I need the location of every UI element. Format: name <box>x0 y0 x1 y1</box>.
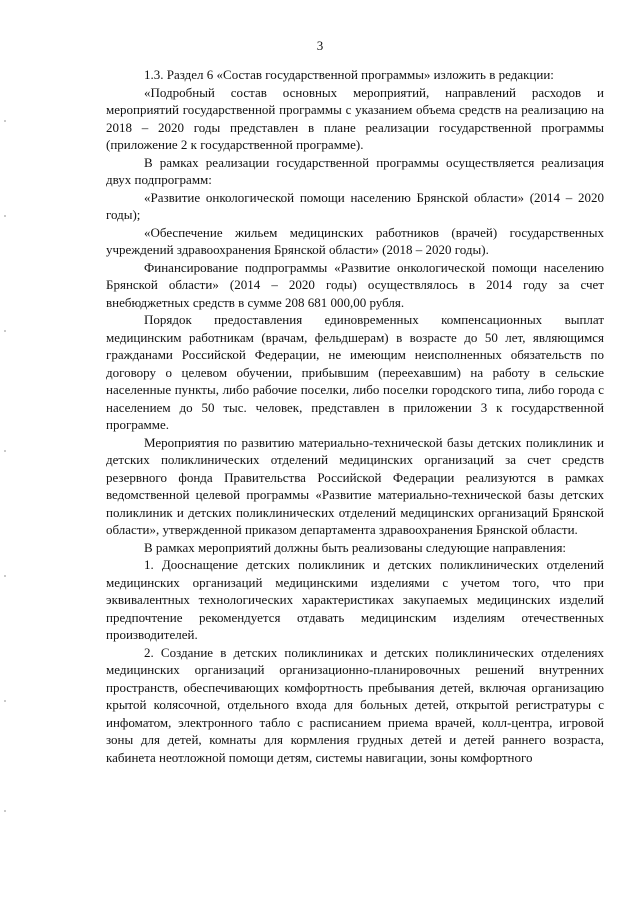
paragraph-subprograms-intro: В рамках реализации государственной программы осуществляется реализация двух подпрограмм: <box>106 154 604 187</box>
paragraph-direction-2: 2. Создание в детских поликлиниках и детских поликлинических отделениях медицинских организаций организационно-планировочных решений внутренних пространств, обеспечивающих комфортность пребывания детей, включая организацию крытой колясочной, отдельного входа для больных детей, открытой регистратуры с инфоматом, электронного табло с расписанием приема врачей, колл-центра, игровой зоны для детей, комнаты для кормления грудных детей и детей раннего возраста, кабинета неотложной помощи детям, системы навигации, зоны комфортного <box>106 644 604 765</box>
paragraph-composition: «Подробный состав основных мероприятий, направлений расходов и мероприятий государственной программы с указанием объема средств на реализацию на 2018 – 2020 годы представлен в плане реализации государственной программы (приложение 2 к государственной программе). <box>106 84 604 152</box>
scan-edge-marks <box>4 120 7 820</box>
paragraph-financing: Финансирование подпрограммы «Развитие онкологической помощи населению Брянской области» (2014 – 2020 годы) осуществлялось в 2014 году за счет внебюджетных средств в сумме 208 681 000,00 рубля. <box>106 259 604 310</box>
paragraph-directions-intro: В рамках мероприятий должны быть реализованы следующие направления: <box>144 539 567 555</box>
page-number: 3 <box>316 38 324 53</box>
document-body <box>106 66 604 766</box>
paragraph-direction-1: 1. Дооснащение детских поликлиник и детских поликлинических отделений медицинских организаций медицинскими изделиями с учетом того, что при эквивалентных технологических характеристиках закупаемых медицинских изделий предпочтение рекомендуется отдавать медицинским изделиям отечественных производителей. <box>106 557 604 642</box>
paragraph-section-6-heading: 1.3. Раздел 6 «Состав государственной программы» изложить в редакции: <box>144 67 554 82</box>
paragraph-compensation-procedure: Порядок предоставления единовременных компенсационных выплат медицинским работникам (врачам, фельдшерам) в возрасте до 50 лет, являющимся гражданами Российской Федерации, не имеющим неисполненных обязательств по договору о целевом обучении, прибывшим (переехавшим) на работу в сельские населенные пункты, либо рабочие поселки, либо поселки городского типа, либо города с населением до 50 тыс. человек, представлен в приложении 3 к государственной программе. <box>106 312 604 432</box>
paragraph-subprogram-housing: «Обеспечение жильем медицинских работников (врачей) государственных учреждений здравоохранения Брянской области» (2018 – 2020 годы). <box>106 224 604 257</box>
paragraph-material-base: Мероприятия по развитию материально-технической базы детских поликлиник и детских поликлинических отделений медицинских организаций за счет средств резервного фонда Правительства Российской Федерации реализуются в рамках ведомственной целевой программы «Развитие материально-технической базы детских поликлиник и детских поликлинических отделений медицинских организаций Брянской области», утвержденной приказом департамента здравоохранения Брянской области. <box>106 434 604 537</box>
paragraph-subprogram-oncology: «Развитие онкологической помощи населению Брянской области» (2014 – 2020 годы); <box>106 189 604 222</box>
